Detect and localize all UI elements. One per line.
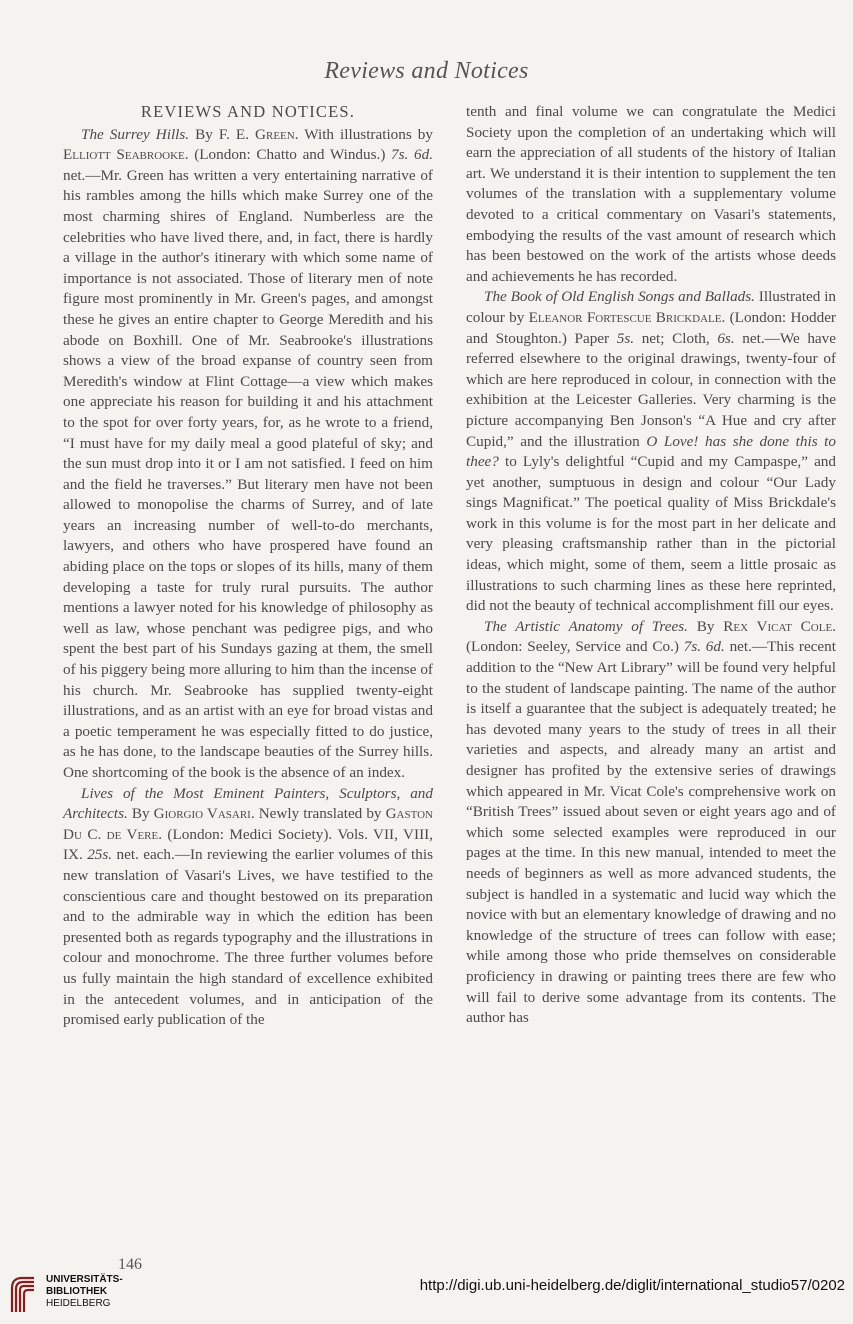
review-body: to Lyly's delightful “Cupid and my Campaspe,” and yet another, sumptuous in design and colour “Our Lady sings Magnificat.” The poetical quality of Miss Brickdale's work in this volume is for the most part in her delicate and very pleasing craftsmanship rather than in the pictorial ideas, which might, some of them, seem a little prosaic as illustrations to such charming lines as these here reprinted, did not the beauty of technical accomplishment fill our eyes. (466, 453, 836, 615)
review-text: . (London: Hodder and Stoughton.) Paper (466, 308, 836, 347)
review-price: 7s. 6d. (683, 638, 725, 656)
review-body: net.—This recent addition to the “New Art Library” will be found very helpful to the student of landscape painting. The name of the author is itself a guarantee that the subject is adequately treated; he has devoted many years to the study of trees in all their varieties and aspects, and already many an artist and designer has profited by the extensive series of drawings which appeared in Mr. Vicat Cole's comprehensive work on “British Trees” issued about seven or eight years ago and of which some selected examples were reproduced in our pages at the time. In this new manual, intended to meet the needs of beginners as well as more advanced students, the subject is handled in a systematic and lucid way which the novice with but an elementary knowledge of drawing and no knowledge of the structure of trees can follow with ease; while among those who pride themselves on considerable proficiency in drawing or painting trees there are few who will fail to derive some advantage from its contents. The author has (466, 638, 836, 1027)
review-text: . (London: Chatto and Windus.) (184, 146, 392, 164)
review-text: . With illustrations by (294, 125, 433, 143)
library-logo-text (46, 1274, 123, 1310)
review-author: Rex Vicat Cole (723, 617, 833, 635)
right-column (466, 102, 836, 1029)
review-price: 25s. (87, 846, 113, 864)
review-price: 7s. 6d. (391, 146, 433, 164)
left-column (63, 102, 433, 1031)
review-text: . Newly translated by (250, 805, 386, 823)
source-url[interactable]: http://digi.ub.uni-heidelberg.de/diglit/international_studio57/0202 (419, 1277, 845, 1294)
review-text: . (London: Seeley, Service and Co.) (466, 617, 836, 656)
review-body: net.—Mr. Green has written a very entertaining narrative of his rambles among the hills which make Surrey one of the most charming shires of England. Numberless are the celebrities who have lived there, and, in fact, there is hardly a village in the author's itinerary with which some name of importance is not associated. Those of literary men of note figure most prominently in Mr. Green's pages, and amongst these he gives an entire chapter to George Meredith and his abode on Boxhill. One of Mr. Seabrooke's illustrations shows a view of the broad expanse of country seen from Meredith's window at Flint Cottage—a view which makes one appreciate his reason for building it and his attachment to the spot for over forty years, for, as he wrote to a friend, “I must have for my daily meal a good plateful of sky; and the sun must drop into it or I am not satisfied. I feed on him and the field he traverses.” But literary men have not been allowed to monopolise the charms of Surrey, and of late years an increasing number of well-to-do merchants, lawyers, and others who have prospered have found an abiding place on the tops or slopes of its hills, many of them developing a taste for truly rural pursuits. The author mentions a lawyer noted for his knowledge of philosophy as well as law, whose penchant was pedigree pigs, and who spent the best part of his Sundays gazing at them, the smell of his piggery being more alluring to him than the incense of his church. Mr. Seabrooke has supplied twenty-eight illustrations, and as an artist with an eye for broad vistas and a poetic temperament he was especially fitted to do justice, as he has done, to the landscape beauties of the Surrey hills. One shortcoming of the book is the absence of an index. (63, 166, 433, 781)
review-translator: Gaston Du C. de Vere (63, 805, 434, 843)
library-logo (8, 1272, 158, 1316)
review-text: net; Cloth, (634, 329, 718, 347)
library-logo-icon (8, 1274, 38, 1314)
review-surrey-hills (63, 125, 433, 784)
review-price: 5s. (616, 329, 635, 347)
review-author: Giorgio Vasari (153, 805, 251, 823)
continuation-paragraph: tenth and final volume we can congratulate the Medici Society upon the completion of an undertaking which will earn the appreciation of all students of the history of Italian art. We understand it is their intention to supplement the ten volumes of the translation with a supplementary volume devoted to a critical commentary on Vasari's statements, embodying the results of the vast amount of research which has been bestowed on the work of the artists whose deeds and achievements he has recorded. (466, 103, 836, 285)
review-title: The Surrey Hills. (81, 125, 190, 143)
review-illustrator: Eleanor Fortescue Brickdale (528, 308, 722, 326)
review-anatomy-of-trees (466, 617, 836, 1029)
running-head: Reviews and Notices (324, 58, 529, 84)
review-title: Lives of the Most Eminent Painters, Sculptors, and Architects. (63, 784, 433, 823)
review-price: 6s. (717, 329, 735, 347)
review-old-english-songs (466, 287, 836, 617)
review-text: By (189, 125, 219, 143)
section-heading: REVIEWS AND NOTICES. (140, 102, 356, 121)
review-text: . (London: Medici Society). Vols. VII, VIII, IX. (63, 825, 433, 864)
review-body: net.—We have referred elsewhere to the original drawings, twenty-four of which are here reproduced in colour, in connection with the exhibition at the Leicester Galleries. Very charming is the picture accompanying Ben Jonson's “A Hue and cry after Cupid,” and the illustration (466, 329, 836, 450)
logo-line: HEIDELBERG (46, 1298, 111, 1309)
review-body: net. each.—In reviewing the earlier volumes of this new translation of Vasari's Lives, we have testified to the conscientious care and thought bestowed on its preparation and to the admirable way in which the edition has been presented both as regards typography and the illustrations in colour and monochrome. The three further volumes before us fully maintain the high standard of excellence exhibited in the antecedent volumes, and in anticipation of the promised early publication of the (63, 846, 433, 1029)
review-illustrator: Elliott Seabrooke (63, 146, 185, 164)
review-text: By (127, 805, 154, 823)
logo-line: UNIVERSITÄTS- (46, 1274, 123, 1285)
review-title: The Artistic Anatomy of Trees. (484, 617, 688, 635)
review-author: F. E. Green (218, 125, 295, 143)
page-number: 146 (118, 1256, 142, 1273)
review-text: By (687, 617, 724, 635)
review-title: The Book of Old English Songs and Ballads. (484, 288, 755, 306)
illustration-title: O Love! has she done this to thee? (466, 432, 836, 471)
review-text: Illustrated in colour by (466, 288, 837, 326)
review-vasari-lives (63, 784, 433, 1031)
logo-line: BIBLIOTHEK (46, 1286, 108, 1297)
